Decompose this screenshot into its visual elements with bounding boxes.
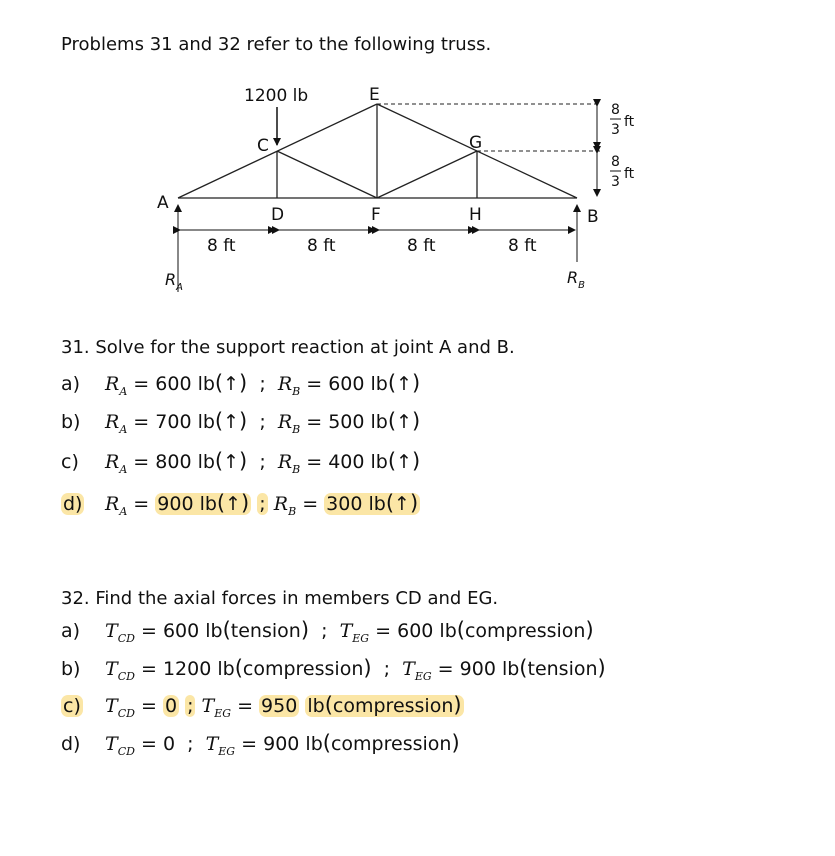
node-B: B xyxy=(587,207,599,227)
node-A: A xyxy=(157,193,169,213)
span-label-1: 8 ft xyxy=(207,236,236,256)
height-dim-2 xyxy=(610,154,635,190)
node-F: F xyxy=(371,205,381,225)
svg-text:ft: ft xyxy=(624,114,635,130)
span-label-4: 8 ft xyxy=(508,236,537,256)
span-label-3: 8 ft xyxy=(407,236,436,256)
problem-intro: Problems 31 and 32 refer to the following truss. xyxy=(61,34,492,55)
node-H: H xyxy=(469,205,482,225)
svg-text:ft: ft xyxy=(624,166,635,182)
member-FG xyxy=(377,151,477,198)
node-C: C xyxy=(257,136,269,156)
span-label-2: 8 ft xyxy=(307,236,336,256)
svg-text:8: 8 xyxy=(611,102,620,118)
question-31: 31. Solve for the support reaction at joint A and B. xyxy=(61,337,515,358)
node-G: G xyxy=(469,133,483,153)
q32-option-b[interactable]: b) $T_{CD} = 1200$ lb(compression) ; $T_{EG} = 900$ lb(tension) xyxy=(61,656,606,683)
node-E: E xyxy=(369,85,380,105)
svg-text:8: 8 xyxy=(611,154,620,170)
truss-members xyxy=(178,104,577,198)
svg-text:3: 3 xyxy=(611,174,620,190)
q31-option-d[interactable]: d) $R_A = 900$ lb(↑) ; $R_B = 300$ lb(↑) xyxy=(63,491,419,518)
reaction-label-A: $R_A$ xyxy=(165,270,183,293)
q31-option-a[interactable]: a) $R_A = 600$ lb(↑) ; $R_B = 600$ lb(↑) xyxy=(61,371,421,398)
node-D: D xyxy=(271,205,285,225)
reaction-label-B: $R_B$ xyxy=(567,268,585,291)
svg-text:3: 3 xyxy=(611,122,620,138)
q32-option-c[interactable]: c) $T_{CD} = 0$ ; $T_{EG} = 950$ lb(compression) xyxy=(63,693,462,720)
load-label: 1200 lb xyxy=(244,86,309,106)
q32-option-a[interactable]: a) $T_{CD} = 600$ lb(tension) ; $T_{EG} = 600$ lb(compression) xyxy=(61,618,594,645)
member-CF xyxy=(277,151,377,198)
truss-diagram xyxy=(0,0,835,310)
height-dim-1 xyxy=(610,102,635,138)
q31-option-b[interactable]: b) $R_A = 700$ lb(↑) ; $R_B = 500$ lb(↑) xyxy=(61,409,421,436)
q32-option-d[interactable]: d) $T_{CD} = 0$ ; $T_{EG} = 900$ lb(compression) xyxy=(61,731,460,758)
q31-option-c[interactable]: c) $R_A = 800$ lb(↑) ; $R_B = 400$ lb(↑) xyxy=(61,449,421,476)
question-32: 32. Find the axial forces in members CD and EG. xyxy=(61,588,499,609)
